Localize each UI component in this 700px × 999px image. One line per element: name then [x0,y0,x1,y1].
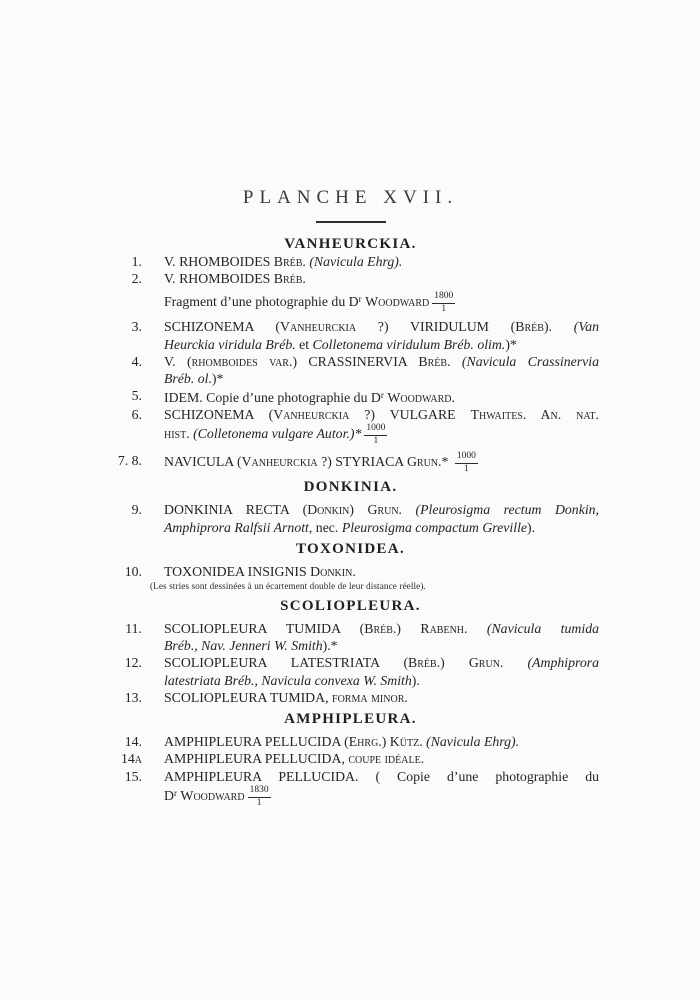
entry-text [164,620,599,654]
text-segment: Bréb. [418,353,451,369]
fraction-denominator: 1 [373,435,379,446]
entry-line [164,733,599,750]
text-segment: Donkin. [310,563,356,579]
text-segment: Bréb. [273,271,306,287]
text-segment: ). [411,672,420,688]
text-segment: SCOLIOPLEURA TUMIDA ( [164,621,365,637]
entry-line [164,353,599,370]
text-segment: coupe idéale. [348,751,425,767]
fraction-numerator: 1830 [248,786,271,798]
entry-line [164,452,599,475]
text-segment: )* [211,370,224,386]
plate-title: PLANCHE XVII. [242,187,459,208]
entry-number: 12. [124,655,142,671]
entry [102,406,599,446]
genus-heading: SCOLIOPLEURA. [280,598,421,615]
text-segment: ) CRASSINERVIA [292,353,419,369]
entry-line [164,336,599,353]
text-segment: r [358,294,362,305]
text-segment: (Navicula Ehrg). [426,734,520,750]
entry-line [164,620,599,637]
text-segment: (Van [573,319,600,335]
entry-line [164,637,599,654]
entry-line [164,253,599,270]
entry [102,654,599,688]
entry [102,768,599,809]
entry-number: 6. [131,407,142,423]
text-segment: Pleurosigma compactum Greville [341,519,528,535]
text-segment: ). [543,319,574,335]
entry-number: 2. [131,271,142,287]
entry-text [164,750,599,767]
text-segment: V. ( [164,353,192,369]
entry-line [164,519,599,536]
text-segment: Fragment d’une photographie du D [164,294,359,310]
entry-line [164,654,599,671]
text-segment: r [173,787,177,798]
fraction-numerator: 1800 [432,292,455,304]
entry [102,563,599,593]
entry-number: 5. [131,388,142,404]
text-segment: (Navicula Ehrg). [309,254,403,269]
text-segment: (Pleurosigma rectum Donkin, [415,502,600,518]
text-segment: Ehrg. [348,734,382,750]
entry-number: 15. [124,768,142,784]
text-segment: Vanheurckia ? [273,407,371,423]
text-segment: (Colletonema vulgare Autor.)* [193,425,362,441]
entry-line [164,387,599,406]
text-segment: Amphiprora Ralfsii Arnott [164,519,309,535]
entry-number: 3. [131,319,142,335]
entry [102,620,599,654]
entry [102,387,599,406]
entry-number: 7. 8. [117,452,142,468]
text-segment: SCHIZONEMA ( [164,319,281,335]
text-segment: AMPHIPLEURA PELLUCIDA, [164,751,349,767]
fraction [432,292,455,315]
text-segment: , nec. [308,519,342,535]
entry-line [164,768,599,785]
text-segment: Colletonema viridulum Bréb. olim. [312,336,506,352]
text-segment: ) [381,734,390,750]
text-segment: latestriata Bréb., Navicula convexa W. Smith [164,672,412,688]
entry [102,501,599,535]
text-segment: V. RHOMBOIDES [164,271,274,287]
fraction-denominator: 1 [256,797,262,808]
entry-line [164,750,599,767]
text-segment: AMPHIPLEURA PELLUCIDA ( [164,734,349,750]
entry [102,750,599,767]
text-segment: Kütz. [389,734,423,750]
text-segment: V. RHOMBOIDES [164,254,274,269]
entry-number: 9. [131,502,142,518]
text-segment: (Navicula tumida [486,621,599,637]
text-segment: Bréb. [273,254,306,269]
entry-line [150,580,599,593]
entry-line [164,370,599,387]
entry-line [164,689,599,706]
text-segment: NAVICULA ( [164,453,242,469]
entry-number: 11. [125,621,142,637]
fraction-numerator: 1000 [455,452,478,464]
entry-text [164,253,599,270]
text-segment: rhomboides var. [191,353,293,369]
entry-number: 1. [131,254,142,269]
genus-heading: AMPHIPLEURA. [284,711,417,728]
entry [102,689,599,706]
text-segment: IDEM. Copie d’une photographie du D [164,390,381,406]
text-segment: SCOLIOPLEURA TUMIDA, [164,689,333,705]
entry-number: 13. [124,689,142,705]
fraction-denominator: 1 [441,304,447,315]
entry-line [164,318,599,335]
entry-line [164,270,599,287]
genus-heading: DONKINIA. [303,479,398,496]
entry-number: 10. [124,563,142,579]
text-segment: Woodward [365,294,430,310]
text-segment: ) VIRIDULUM ( [383,319,516,335]
text-segment [503,655,527,670]
text-segment: Bréb. [408,655,441,671]
text-segment: (Les stries sont dessinées à un écartement double de leur distance réelle). [150,581,426,592]
text-segment: SCOLIOPLEURA LATESTRIATA ( [164,655,409,671]
entry-text [164,733,599,750]
text-segment: Woodward [180,787,245,803]
entry-text [164,689,599,706]
text-segment: Bréb. [364,621,397,637]
document-body [102,0,599,809]
entry [102,733,599,750]
fraction [455,452,478,475]
entry-line [164,563,599,580]
text-segment: Vanheurckia ? [280,319,384,335]
entry-line [164,406,599,423]
text-segment: ) STYRIACA [327,453,407,469]
entry-text [164,768,599,809]
text-segment: ).* [322,638,338,654]
entry [102,270,599,318]
fraction-denominator: 1 [463,463,469,474]
text-segment: Bréb [515,319,544,335]
text-segment: AMPHIPLEURA PELLUCIDA. ( Copie d’une photographie du [164,768,599,784]
text-segment: Bréb. ol. [164,370,212,386]
entry-line [164,785,599,809]
text-segment [467,621,486,636]
text-segment: D [164,787,174,803]
text-segment: * [441,453,452,469]
text-segment: forma minor. [332,689,408,705]
fraction [364,424,387,447]
text-segment: ) [440,655,469,671]
genus-heading: VANHEURCKIA. [284,236,417,252]
text-segment: Grun. [367,502,403,518]
text-segment: Bréb., Nav. Jenneri W. Smith [164,638,323,654]
text-segment: et [295,336,313,352]
text-segment: )* [505,336,517,352]
title-rule [316,221,386,223]
text-segment: ) [396,621,421,637]
text-segment [402,502,416,517]
text-segment: TOXONIDEA INSIGNIS [164,563,311,579]
text-segment: ) VULGARE [370,407,471,423]
entry-line [164,291,599,315]
text-segment: Woodward. [387,390,455,406]
entry-number: 14. [124,734,142,750]
text-segment: Vanheurckia ? [241,453,328,469]
text-segment: hist. [164,425,194,441]
genus-heading: TOXONIDEA. [296,540,405,557]
entry-text [164,318,599,352]
text-segment: Grun. [468,655,504,671]
text-segment: (Amphiprora [527,655,599,671]
entry-line [164,501,599,518]
entry-number: 4. [131,353,142,369]
text-segment: Rabenh. [420,621,468,637]
entry-text [164,353,599,387]
plate-entry-list [102,236,599,809]
text-segment: SCHIZONEMA ( [164,407,274,423]
text-segment: (Navicula Crassinervia [461,353,599,369]
text-segment: ). [527,519,536,535]
entry [102,353,599,387]
entry-line [164,424,599,447]
text-segment: Grun. [406,453,442,469]
entry [102,452,599,475]
fraction-numerator: 1000 [364,424,387,436]
text-segment: r [380,390,384,401]
text-segment: Heurckia viridula Bréb. [164,336,296,352]
text-segment: Thwaites. An. nat. [470,407,599,423]
fraction [248,786,271,809]
text-segment [451,354,462,369]
entry-text [164,270,599,318]
entry-line [164,672,599,689]
entry [102,318,599,352]
entry-text [164,452,599,475]
entry-text [150,563,599,593]
text-segment: ) [349,502,368,518]
entry-text [164,654,599,688]
entry-number: 14a [120,751,142,767]
entry-text [164,406,599,446]
text-segment: Donkin [307,502,350,518]
entry [102,253,599,270]
entry-text [164,387,599,406]
text-segment: DONKINIA RECTA ( [164,502,308,518]
entry-text [164,501,599,535]
